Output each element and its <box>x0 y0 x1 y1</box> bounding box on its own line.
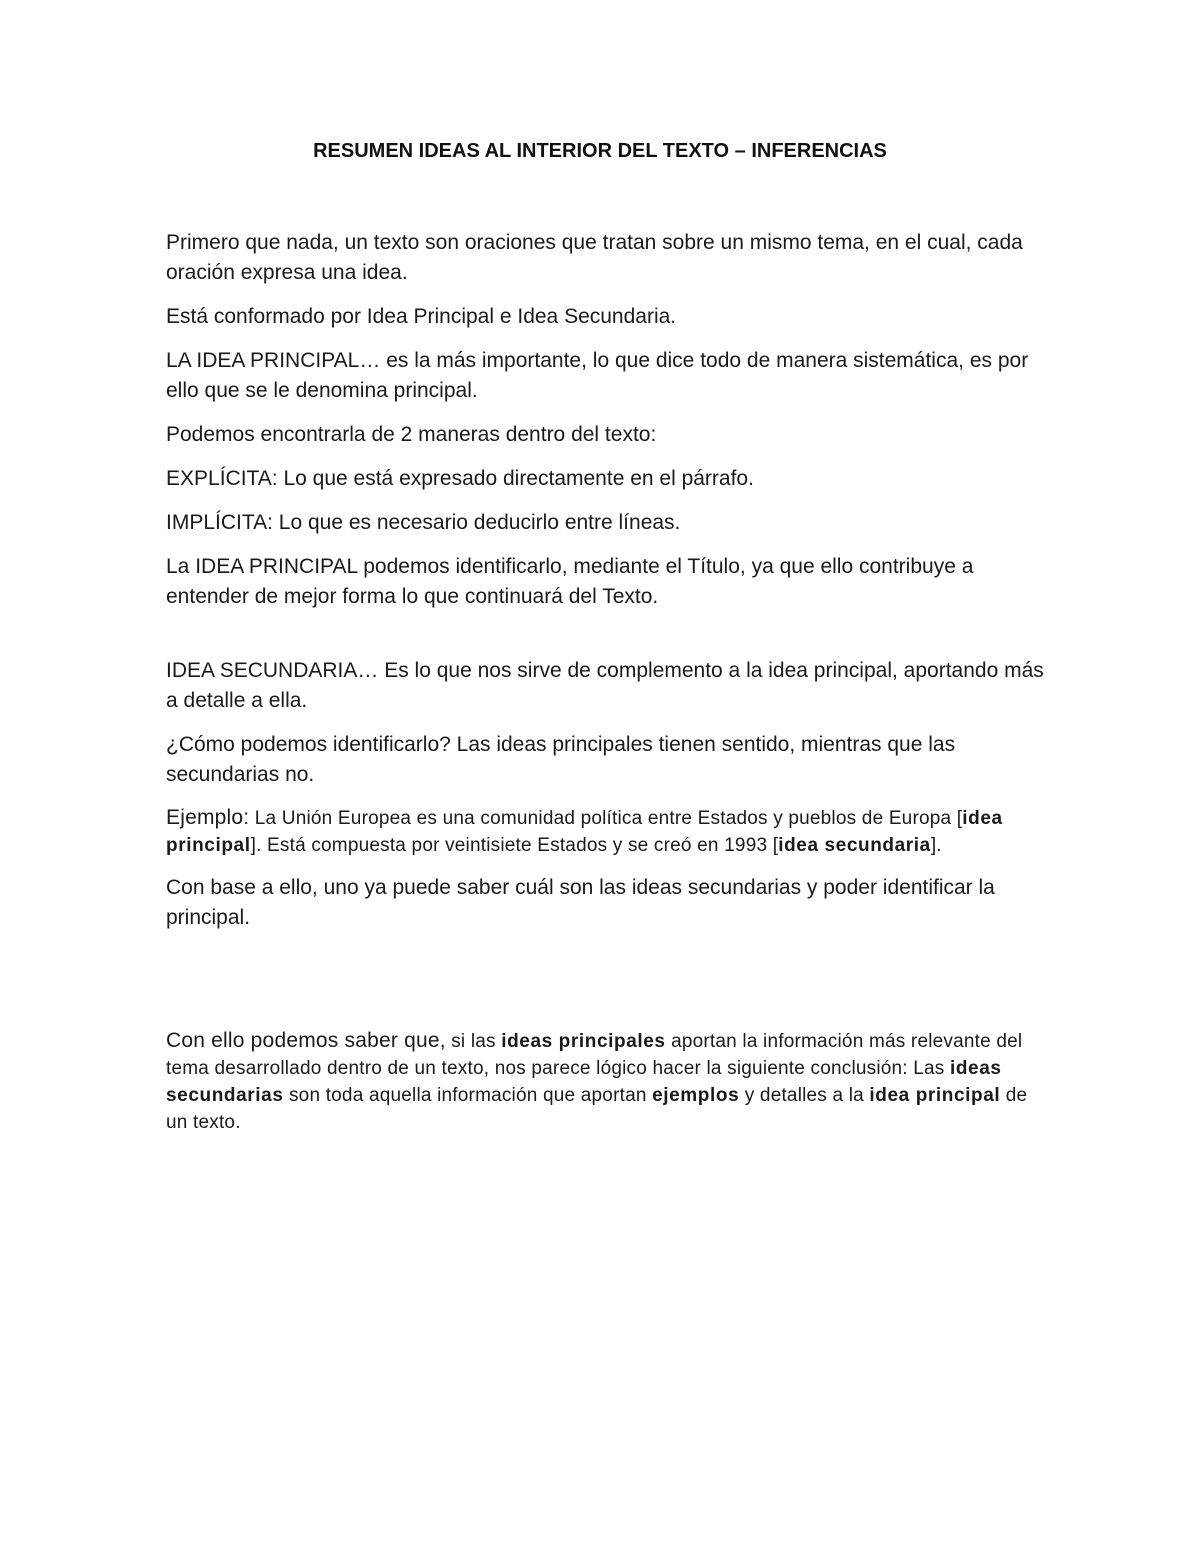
conclusion-bold-main-idea: idea principal <box>869 1085 1001 1106</box>
conclusion-bold-secondary-ideas: ideas secundarias <box>166 1058 1002 1106</box>
paragraph-ways: Podemos encontrarla de 2 maneras dentro del texto: <box>166 423 657 446</box>
conclusion-text-2: aportan la información más relevante del tema desarrollado dentro de un texto, nos parece lógico hacer la siguiente conclusión: Las <box>166 1031 1023 1079</box>
paragraph-main-idea: LA IDEA PRINCIPAL… es la más importante, lo que dice todo de manera sistemática, es por ello que se le denomina principal. <box>166 349 1029 402</box>
document-body <box>166 228 1046 1150</box>
paragraph-secondary-idea: IDEA SECUNDARIA… Es lo que nos sirve de complemento a la idea principal, aportando más a detalle a ella. <box>166 659 1044 712</box>
example-text-1: La Unión Europea es una comunidad política entre Estados y pueblos de Europa [ <box>249 808 963 829</box>
paragraph-basis: Con base a ello, uno ya puede saber cuál son las ideas secundarias y poder identificar la principal. <box>166 876 995 929</box>
paragraph-implicit: IMPLÍCITA: Lo que es necesario deducirlo entre líneas. <box>166 511 681 534</box>
conclusion-text-4: y detalles a la <box>739 1085 870 1106</box>
page-title: RESUMEN IDEAS AL INTERIOR DEL TEXTO – INFERENCIAS <box>313 140 887 162</box>
example-text-3: ]. <box>930 835 942 856</box>
paragraph-title-hint: La IDEA PRINCIPAL podemos identificarlo, mediante el Título, ya que ello contribuye a entender de mejor forma lo que continuará del Texto. <box>166 555 974 608</box>
paragraph-intro: Primero que nada, un texto son oraciones que tratan sobre un mismo tema, en el cual, cada oración expresa una idea. <box>166 231 1023 284</box>
paragraph-conclusion <box>166 1027 1046 1136</box>
example-text-2: ]. Está compuesta por veintisiete Estados y se creó en 1993 [ <box>250 835 779 856</box>
conclusion-bold-main-ideas: ideas principales <box>501 1031 666 1052</box>
paragraph-composition: Está conformado por Idea Principal e Idea Secundaria. <box>166 305 677 328</box>
example-lead: Ejemplo: <box>166 806 250 829</box>
conclusion-text-3: son toda aquella información que aportan <box>283 1085 653 1106</box>
paragraph-example <box>166 804 1046 859</box>
example-bold-secondary: idea secundaria <box>778 835 931 856</box>
paragraph-how-identify: ¿Cómo podemos identificarlo? Las ideas principales tienen sentido, mientras que las secundarias no. <box>166 733 956 786</box>
example-bold-main: idea principal <box>166 808 1003 856</box>
conclusion-lead: Con ello podemos saber que, <box>166 1029 446 1052</box>
conclusion-text-1: si las <box>445 1031 502 1052</box>
conclusion-text-5: de un texto. <box>166 1085 1028 1133</box>
conclusion-bold-examples: ejemplos <box>652 1085 740 1106</box>
paragraph-explicit: EXPLÍCITA: Lo que está expresado directamente en el párrafo. <box>166 467 754 490</box>
